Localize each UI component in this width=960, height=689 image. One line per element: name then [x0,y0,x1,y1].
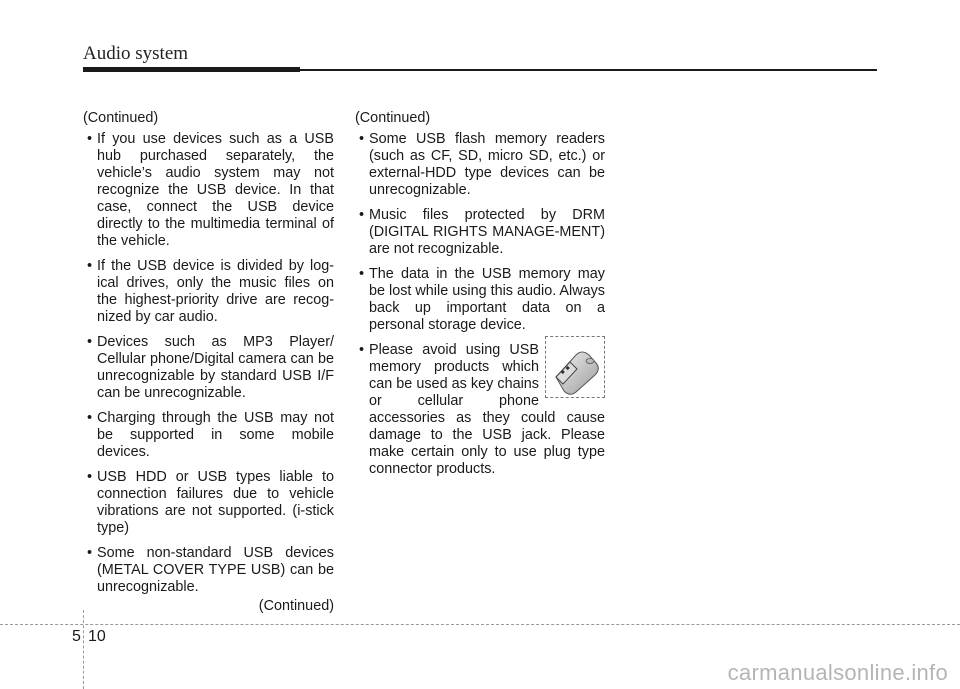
list-item: • Music files protected by DRM (DIGITAL RIGHTS MANAGE-MENT) are not recognizable. [355,207,605,258]
header-rule-thin [300,69,877,71]
list-item: • Devices such as MP3 Player/ Cellular phone/Digital camera can be unrecognizable by standard USB I/F can be unrecognizable. [83,334,334,402]
list-item: • Charging through the USB may not be supported in some mobile devices. [83,410,334,461]
list-item: • The data in the USB memory may be lost while using this audio. Always back up important data on a personal storage device. [355,266,605,334]
list-item: • Some USB flash memory readers (such as CF, SD, micro SD, etc.) or external-HDD type devices can be unrecognizable. [355,131,605,199]
right-bullet-list [355,131,605,478]
footer-divider [83,610,84,689]
list-item-text: Please avoid using USB memory products which can be used as key chains or cellular phone accessories as they could cause damage to the USB jack. Please make certain only to use plug type connector products. [369,342,605,477]
list-item: • If you use devices such as a USB hub purchased separately, the vehicle’s audio system may not recognize the USB device. In that case, connect the USB device directly to the multimedia terminal of the vehicle. [83,131,334,250]
header-rule-thick [83,67,300,72]
list-item: • Some non-standard USB devices (METAL COVER TYPE USB) can be unrecognizable. [83,545,334,596]
list-item: • If the USB device is divided by log-ical drives, only the music files on the highest-priority drive are recog-nized by car audio. [83,258,334,326]
page-number: 10 [88,628,106,645]
footer-rule [0,624,960,625]
continued-label-bottom: (Continued) [258,598,334,614]
right-column [355,110,605,486]
section-number: 5 [72,628,81,645]
list-item: • USB HDD or USB types liable to connection failures due to vehicle vibrations are not supported. (i-stick type) [83,469,334,537]
continued-label-top: (Continued) [355,110,431,126]
page-header-title: Audio system [83,43,189,64]
left-column [83,110,334,615]
watermark: carmanualsonline.info [727,660,948,685]
usb-flash-drive-icon [545,336,605,398]
left-bullet-list [83,131,334,596]
continued-label-top: (Continued) [83,110,159,126]
list-item-with-figure [355,342,605,478]
